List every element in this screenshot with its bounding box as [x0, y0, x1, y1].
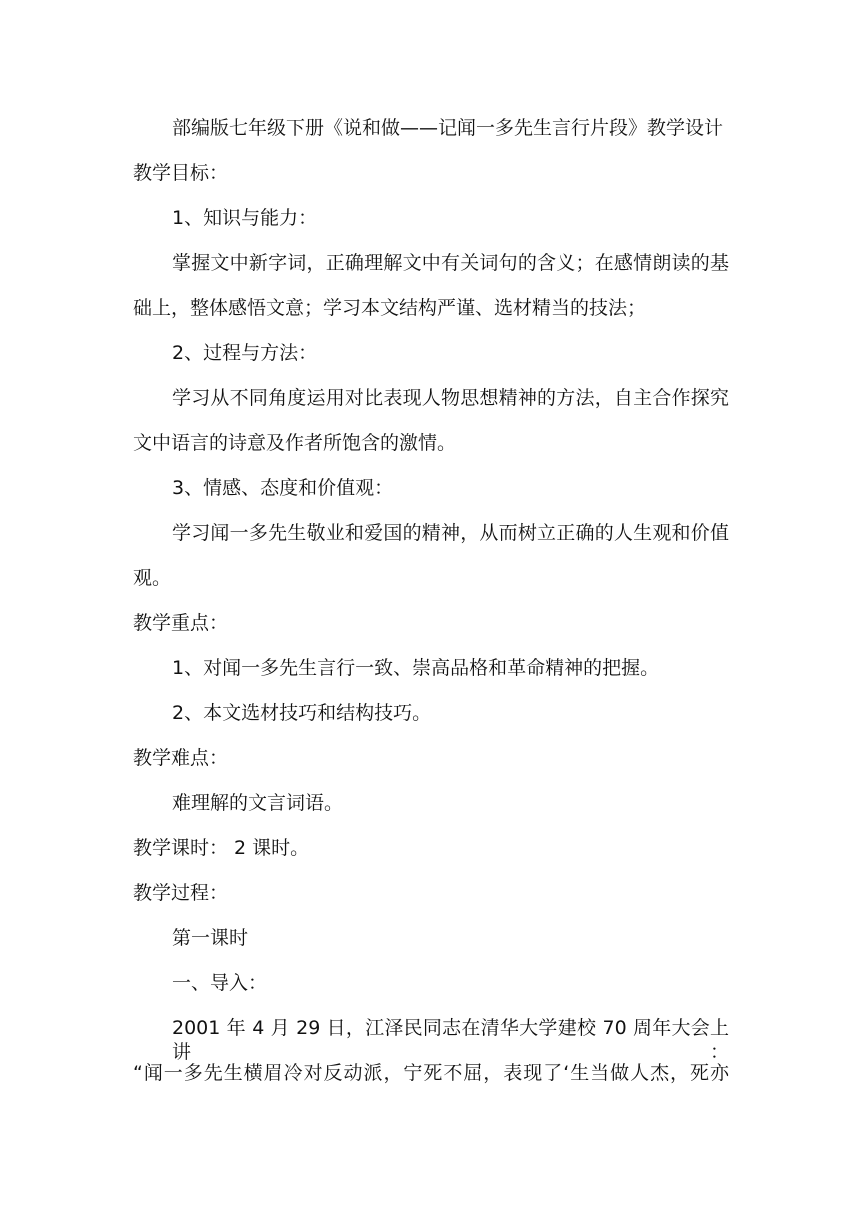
objective2-heading: 2、过程与方法：	[172, 342, 318, 364]
objectives-heading: 教学目标：	[133, 162, 229, 184]
objective1-heading: 1、知识与能力：	[172, 207, 318, 229]
objective2-text-line1: 学习从不同角度运用对比表现人物思想精神的方法，自主合作探究	[172, 387, 729, 409]
first-lesson-heading: 第一课时	[172, 927, 249, 949]
class-hours: 教学课时： 2 课时。	[133, 837, 310, 859]
process-heading: 教学过程：	[133, 882, 229, 904]
objective3-text-line2: 观。	[133, 567, 172, 589]
objective1-text-line2: 础上，整体感悟文意；学习本文结构严谨、选材精当的技法；	[133, 297, 647, 319]
intro-heading: 一、导入：	[172, 972, 268, 994]
difficulty-heading: 教学难点：	[133, 747, 229, 769]
key-point-2: 2、本文选材技巧和结构技巧。	[172, 702, 432, 724]
objective1-text-line1: 掌握文中新字词，正确理解文中有关词句的含义；在感情朗读的基	[172, 252, 729, 274]
difficulty-text: 难理解的文言词语。	[172, 792, 344, 814]
document-title: 部编版七年级下册《说和做——记闻一多先生言行片段》教学设计	[172, 117, 724, 139]
intro-text-line1: 2001 年 4 月 29 日，江泽民同志在清华大学建校 70 周年大会上讲：	[172, 1017, 729, 1063]
key-point-1: 1、对闻一多先生言行一致、崇高品格和革命精神的把握。	[172, 657, 660, 679]
objective2-text-line2: 文中语言的诗意及作者所饱含的激情。	[133, 432, 457, 454]
intro-text-line2: “闻一多先生横眉冷对反动派，宁死不屈，表现了‘生当做人杰，死亦	[133, 1062, 729, 1084]
objective3-heading: 3、情感、态度和价值观：	[172, 477, 394, 499]
key-points-heading: 教学重点：	[133, 612, 229, 634]
objective3-text-line1: 学习闻一多先生敬业和爱国的精神，从而树立正确的人生观和价值	[172, 522, 729, 544]
